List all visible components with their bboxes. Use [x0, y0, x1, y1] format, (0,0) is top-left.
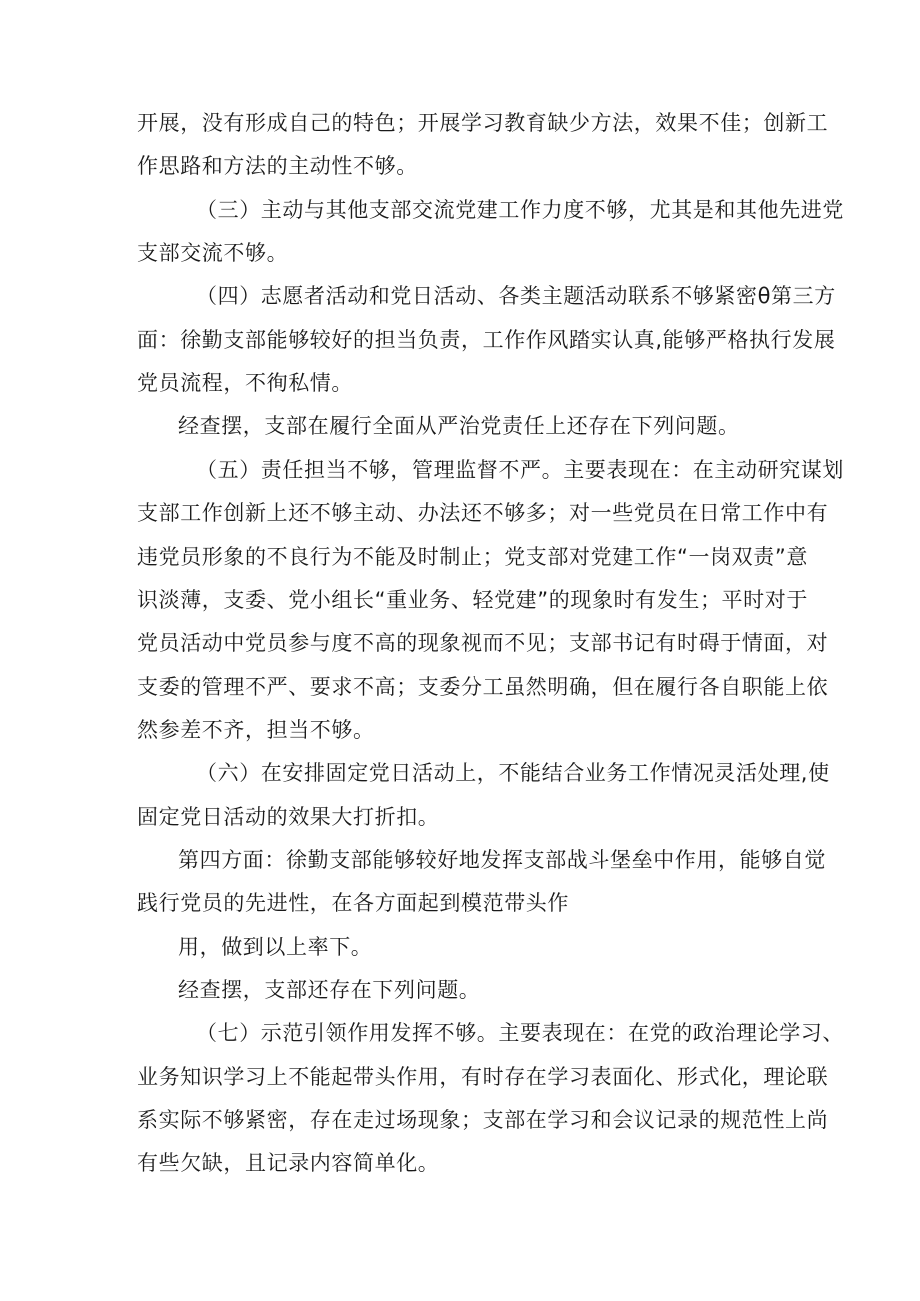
text-line: 开展，没有形成自己的特色；开展学习教育缺少方法，效果不佳；创新工	[137, 111, 829, 135]
text-line: 第四方面：徐勤支部能够较好地发挥支部战斗堡垒中作用，能够自觉	[178, 848, 826, 872]
text-line: 党员流程，不徇私情。	[137, 371, 353, 395]
text-line: 面：徐勤支部能够较好的担当负责，工作作风踏实认真,能够严格执行发展	[137, 328, 836, 352]
text-line: 支部交流不够。	[137, 241, 289, 265]
text-line: 然参差不齐，担当不够。	[137, 718, 375, 742]
text-line: 用，做到以上率下。	[178, 935, 373, 959]
text-line: 作思路和方法的主动性不够。	[137, 154, 418, 178]
text-line: 违党员形象的不良行为不能及时制止；党支部对党建工作“一岗双责”意	[137, 545, 808, 569]
text-line: （四）志愿者活动和党日活动、各类主题活动联系不够紧密θ第三方	[196, 284, 836, 308]
text-line: 经查摆，支部还存在下列问题。	[178, 978, 481, 1002]
text-line: （三）主动与其他支部交流党建工作力度不够，尤其是和其他先进党	[196, 198, 844, 222]
text-line: 识淡薄，支委、党小组长“重业务、轻党建”的现象时有发生；平时对于	[137, 588, 808, 612]
text-line: 经查摆，支部在履行全面从严治党责任上还存在下列问题。	[178, 414, 740, 438]
text-line: 业务知识学习上不能起带头作用，有时存在学习表面化、形式化，理论联	[137, 1065, 829, 1089]
text-line: 践行党员的先进性，在各方面起到模范带头作	[137, 891, 569, 915]
text-line: （七）示范引领作用发挥不够。主要表现在：在党的政治理论学习、	[196, 1021, 844, 1045]
text-line: 党员活动中党员参与度不高的现象视而不见；支部书记有时碍于情面，对	[137, 631, 829, 655]
text-line: 固定党日活动的效果大打折扣。	[137, 805, 440, 829]
text-line: （五）责任担当不够，管理监督不严。主要表现在：在主动研究谋划	[196, 458, 844, 482]
text-line: 有些欠缺，且记录内容简单化。	[137, 1151, 440, 1175]
text-line: 支委的管理不严、要求不高；支委分工虽然明确，但在履行各自职能上依	[137, 675, 829, 699]
text-line: （六）在安排固定党日活动上，不能结合业务工作情况灵活处理,使	[196, 761, 830, 785]
text-line: 支部工作创新上还不够主动、办法还不够多；对一些党员在日常工作中有	[137, 501, 829, 525]
text-line: 系实际不够紧密，存在走过场现象；支部在学习和会议记录的规范性上尚	[137, 1108, 829, 1132]
